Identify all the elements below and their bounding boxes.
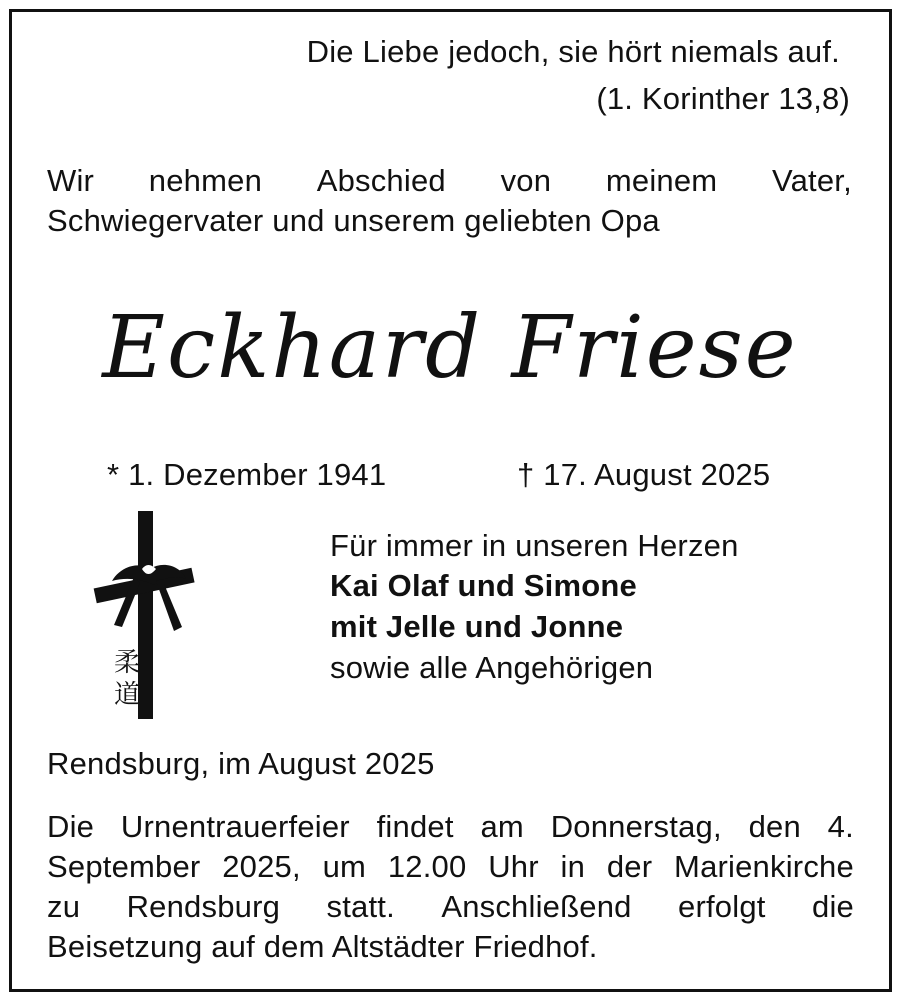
ceremony-line-2 [47,847,854,887]
ceremony-word: 12.00 [387,849,467,884]
mourners-names-1: Kai Olaf und Simone [330,568,637,603]
ceremony-word: die [812,889,854,924]
ceremony-word: 2025, [222,849,301,884]
ceremony-word: zu [47,889,81,924]
kanji-do: 道 [114,680,141,710]
bible-quote: Die Liebe jedoch, sie hört niemals auf. [306,34,840,69]
intro-word: meinem [605,163,718,198]
intro-word: Wir [47,163,95,198]
intro-word: nehmen [148,163,263,198]
ceremony-word: September [47,849,201,884]
ceremony-word: Marienkirche [674,849,854,884]
ceremony-word: den [748,809,801,844]
ceremony-word: Uhr [488,849,539,884]
birth-date: * 1. Dezember 1941 [107,457,387,492]
deceased-name: Eckhard Friese [102,298,798,398]
bible-quote-source: (1. Korinther 13,8) [596,81,850,116]
intro-word: Abschied [316,163,446,198]
ceremony-word: findet [376,809,454,844]
ceremony-line-3 [47,887,854,927]
ceremony-word: der [606,849,653,884]
mourners-relatives: sowie alle Angehörigen [330,650,654,685]
ceremony-word: am [480,809,524,844]
intro-line-2: Schwiegervater und unserem geliebten Opa [47,203,660,238]
intro-word: Vater, [772,163,852,198]
place-date: Rendsburg, im August 2025 [47,746,435,781]
ceremony-word: statt. [326,889,395,924]
intro-word: von [500,163,552,198]
ceremony-word: um [322,849,367,884]
kanji-ju: 柔 [114,648,141,678]
death-date: † 17. August 2025 [517,457,771,492]
mourners-names-2: mit Jelle und Jonne [330,609,624,644]
ceremony-line-4: Beisetzung auf dem Altstädter Friedhof. [47,929,598,964]
intro-line-1 [47,161,852,201]
ceremony-word: Anschließend [441,889,632,924]
ceremony-word: Donnerstag, [550,809,722,844]
ceremony-word: Urnentrauerfeier [120,809,350,844]
ceremony-word: erfolgt [678,889,766,924]
cross-with-judo-belt-icon [90,503,202,721]
ceremony-word: Rendsburg [126,889,281,924]
ceremony-line-1 [47,807,854,847]
ceremony-word: in [560,849,586,884]
mourners-intro: Für immer in unseren Herzen [330,528,739,563]
ceremony-word: Die [47,809,95,844]
ceremony-word: 4. [827,809,854,844]
